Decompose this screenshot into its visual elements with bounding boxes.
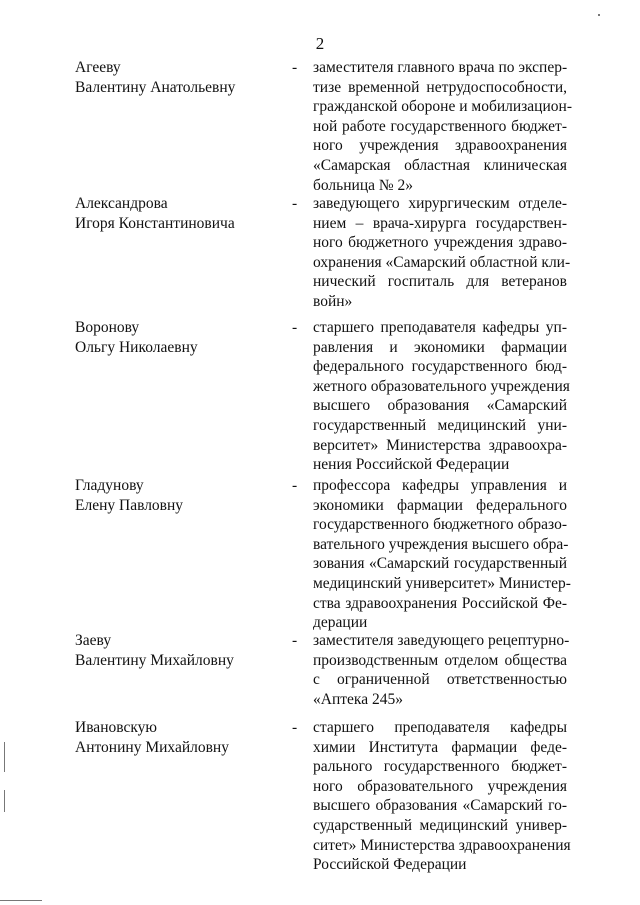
- appointee-name: [75, 476, 275, 515]
- description-line: старшего преподавателя кафедры: [313, 719, 567, 736]
- description-line: ной работе государственного бюджет-: [313, 117, 567, 135]
- surname: Заеву: [75, 632, 112, 649]
- description-line: ства здравоохранения Российской Фе-: [313, 594, 567, 612]
- appointee-name: [75, 58, 275, 97]
- description-line: медицинский университет» Министер-: [313, 574, 571, 592]
- description-line: «Самарская областная клиническая: [313, 156, 567, 174]
- appointee-name: [75, 631, 275, 670]
- description-line: тизе временной нетрудоспособности,: [313, 78, 567, 96]
- dash: -: [292, 632, 298, 649]
- description-line: нения Российской Федерации: [313, 456, 510, 474]
- given-names: Валентину Анатольевну: [75, 78, 236, 96]
- description-line: гражданской обороне и мобилизацион-: [313, 98, 572, 116]
- description-line: с ограниченной ответственностью: [313, 671, 567, 689]
- surname: Агееву: [75, 59, 121, 76]
- position-description: [313, 58, 572, 195]
- description-line: заместителя заведующего рецептурно-: [313, 632, 570, 649]
- description-line: охранения «Самарский областной кли-: [313, 253, 571, 271]
- description-line: старшего преподавателя кафедры уп-: [313, 319, 567, 336]
- description-line: нический госпиталь для ветеранов: [313, 273, 567, 291]
- description-line: химии Института фармации феде-: [313, 738, 567, 756]
- description-line: экономики фармации федерального: [313, 496, 567, 514]
- dash: -: [292, 477, 298, 494]
- appointee-name: [75, 318, 275, 357]
- description-line: рального государственного бюджет-: [313, 758, 567, 776]
- description-line: профессора кафедры управления и: [313, 477, 567, 494]
- description-line: ного учреждения здравоохранения: [313, 137, 567, 155]
- scan-artifact: [598, 14, 600, 16]
- description-line: равления и экономики фармации: [313, 338, 567, 356]
- description-line: Российской Федерации: [313, 856, 467, 874]
- description-line: жетного образовательного учреждения: [313, 377, 570, 395]
- description-line: вательного учреждения высшего обра-: [313, 535, 569, 553]
- description-line: федерального государственного бюд-: [313, 358, 567, 376]
- description-line: заведующего хирургическим отделе-: [313, 195, 567, 212]
- description-line: зования «Самарский государственный: [313, 555, 567, 573]
- dash: -: [292, 195, 298, 212]
- given-names: Ольгу Николаевну: [75, 338, 198, 356]
- surname: Гладунову: [75, 477, 144, 494]
- surname: Воронову: [75, 319, 140, 336]
- description-line: нием – врача-хирурга государствен-: [313, 214, 567, 232]
- description-line: высшего образования «Самарский го-: [313, 797, 567, 815]
- given-names: Игоря Константиновича: [75, 214, 235, 232]
- dash: -: [292, 319, 298, 336]
- given-names: Елену Павловну: [75, 496, 184, 514]
- given-names: Антонину Михайловну: [75, 738, 229, 756]
- description-line: дерации: [313, 614, 368, 632]
- position-description: [313, 718, 571, 875]
- position-description: [313, 631, 570, 709]
- dash: -: [292, 59, 298, 76]
- page-number: 2: [315, 34, 325, 53]
- scan-artifact: [4, 742, 5, 772]
- description-line: производственным отделом общества: [313, 651, 567, 669]
- description-line: больница № 2»: [313, 176, 414, 194]
- scan-artifact: [4, 790, 5, 812]
- surname: Ивановскую: [75, 719, 157, 736]
- position-description: [313, 194, 571, 312]
- description-line: ного образовательного учреждения: [313, 777, 567, 795]
- description-line: ного бюджетного учреждения здраво-: [313, 234, 567, 252]
- description-line: государственного бюджетного образо-: [313, 516, 567, 534]
- appointee-name: [75, 194, 275, 233]
- description-line: верситет» Министерства здравоохра-: [313, 436, 567, 454]
- description-line: высшего образования «Самарский: [313, 397, 567, 415]
- description-line: заместителя главного врача по экспер-: [313, 59, 568, 76]
- description-line: сударственный медицинский универ-: [313, 816, 567, 834]
- scan-artifact: [0, 900, 42, 901]
- dash: -: [292, 719, 298, 736]
- description-line: ситет» Министерства здравоохранения: [313, 836, 571, 854]
- surname: Александрова: [75, 195, 168, 212]
- description-line: государственный медицинский уни-: [313, 416, 567, 434]
- given-names: Валентину Михайловну: [75, 651, 234, 669]
- position-description: [313, 476, 571, 633]
- description-line: «Аптека 245»: [313, 690, 403, 708]
- position-description: [313, 318, 570, 475]
- description-line: войн»: [313, 292, 353, 310]
- appointee-name: [75, 718, 275, 757]
